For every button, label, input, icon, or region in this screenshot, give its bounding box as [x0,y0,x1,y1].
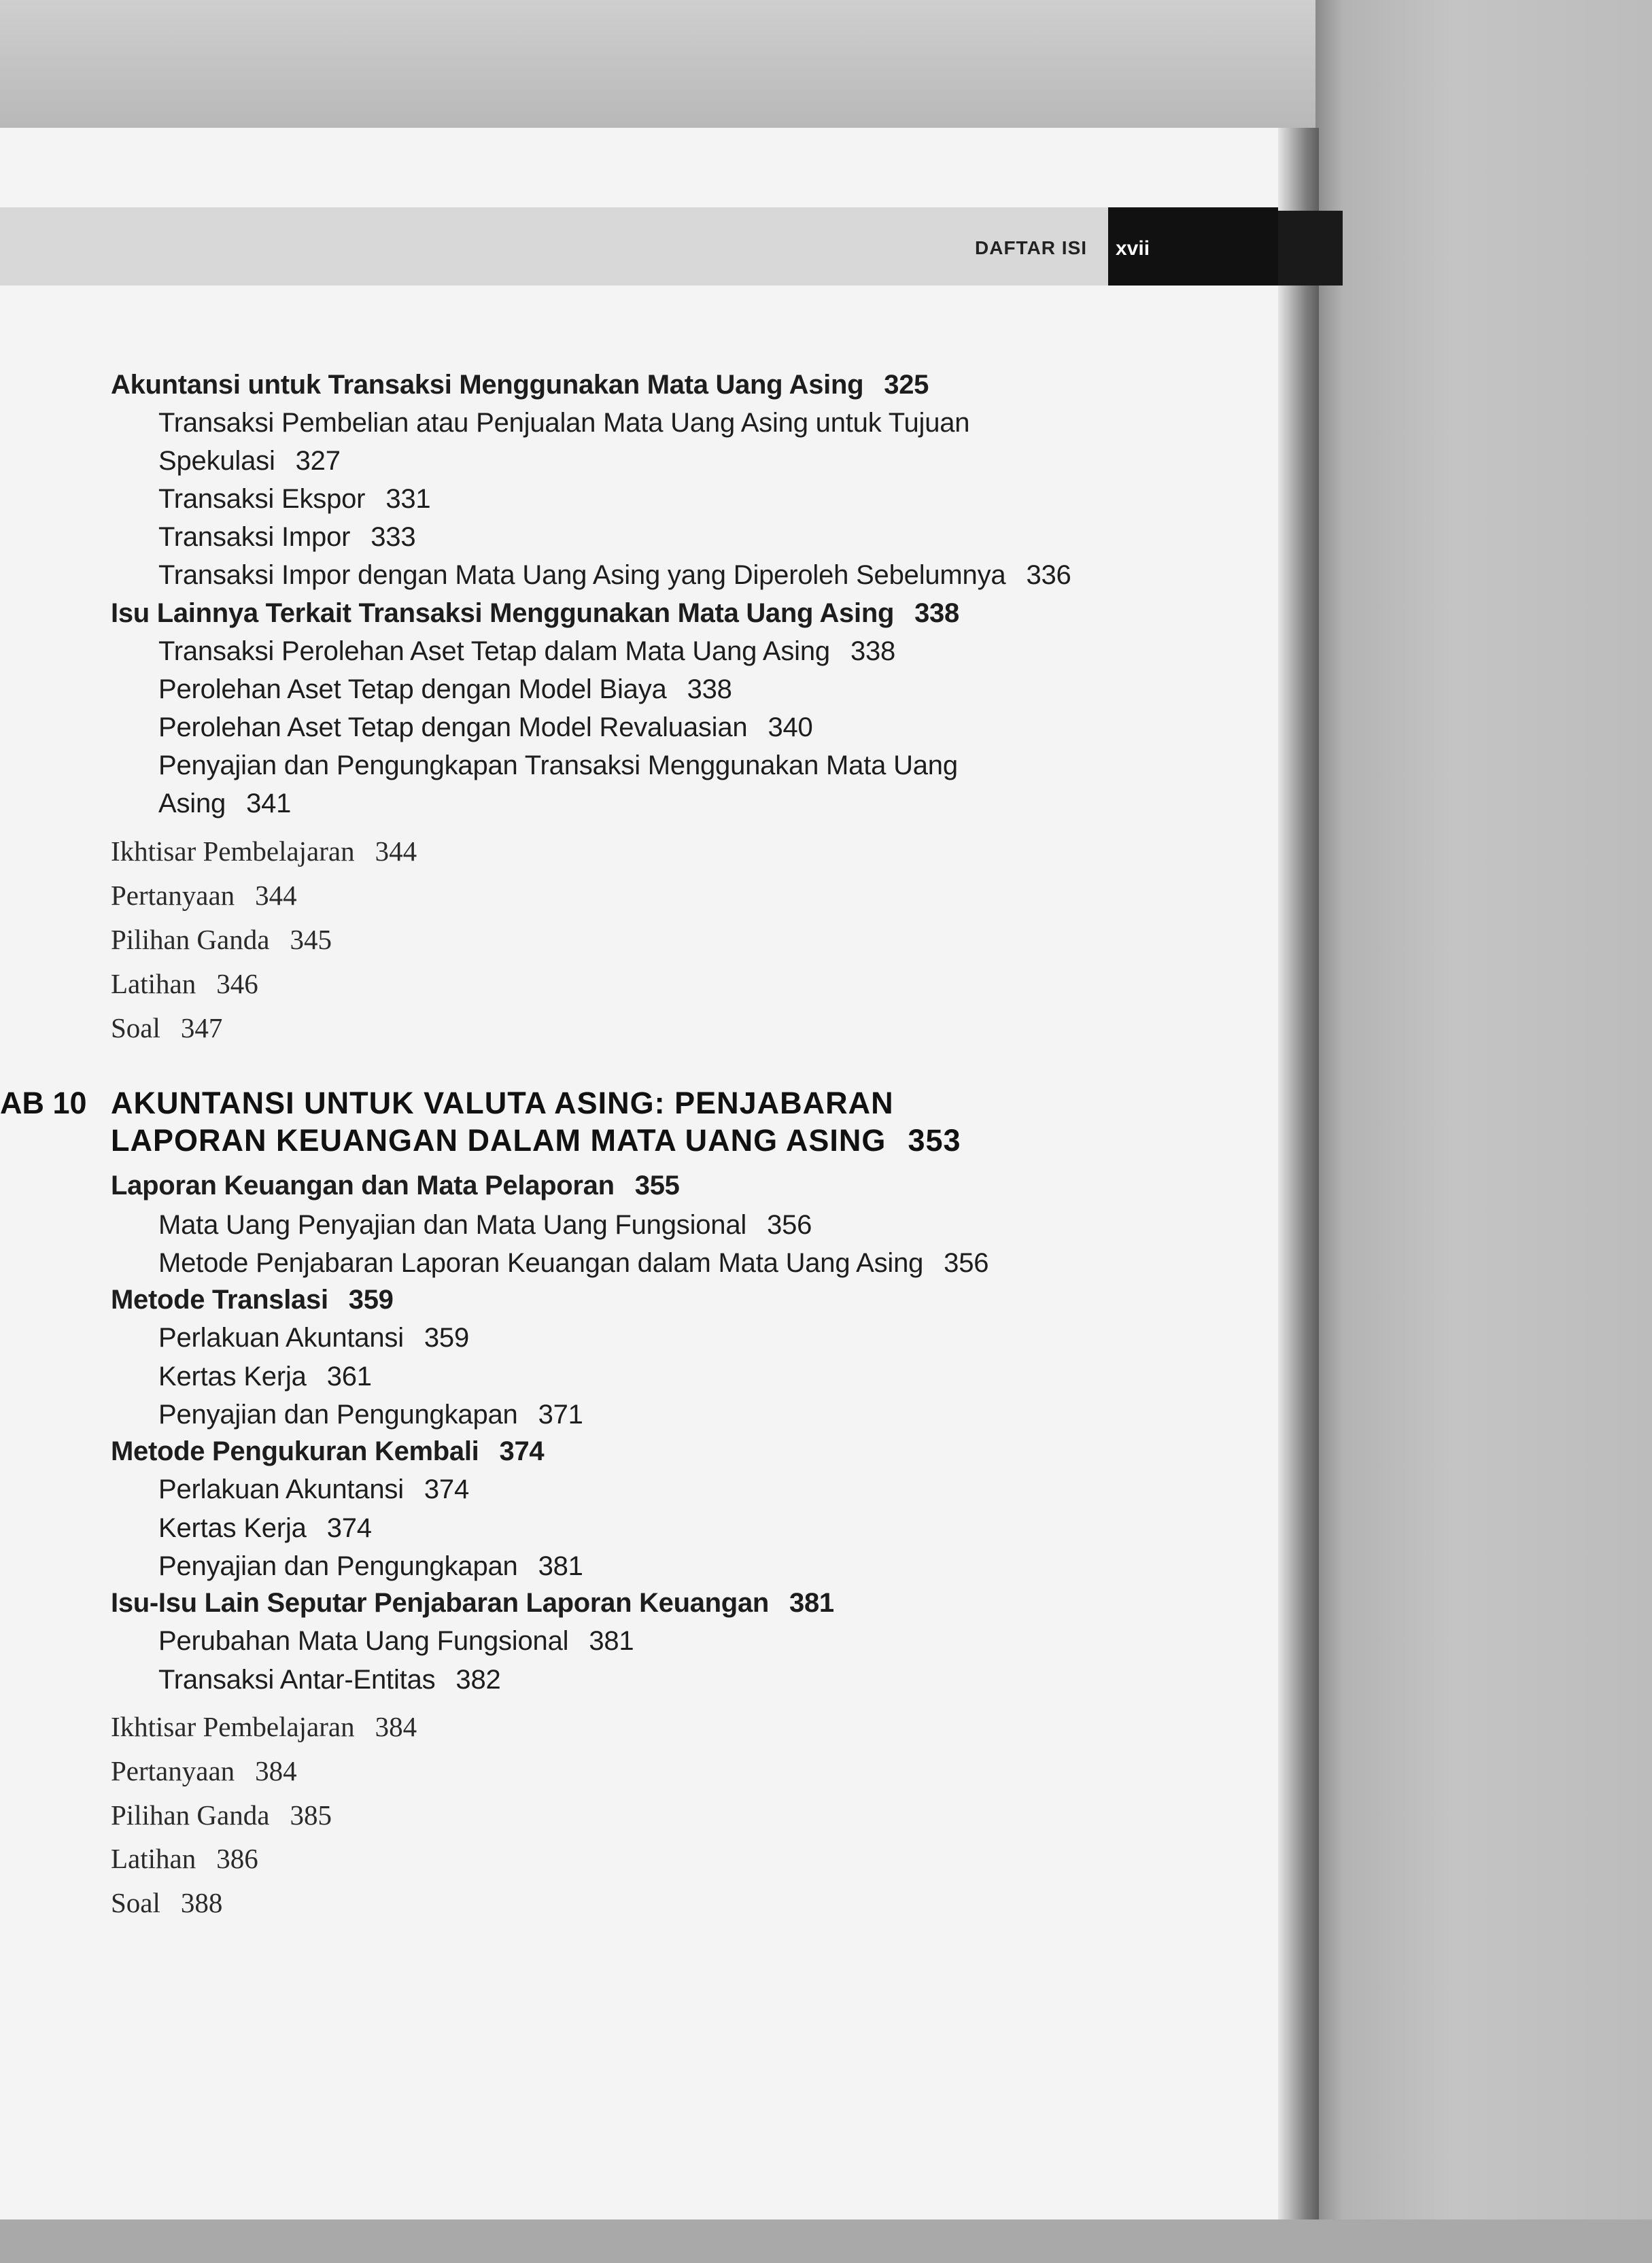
toc-entry: Latihan 346 [111,968,258,999]
toc-entry: Mata Uang Penyajian dan Mata Uang Fungsional 356 [158,1210,812,1240]
toc-entry: Kertas Kerja 361 [158,1362,372,1392]
page-binding-shadow [1278,128,1319,2219]
toc-entry: Metode Translasi 359 [111,1285,394,1315]
toc-entry: Perlakuan Akuntansi 359 [158,1323,470,1353]
thumb-tab [1278,211,1343,286]
toc-entry: Kertas Kerja 374 [158,1513,372,1543]
toc-entry: Spekulasi 327 [158,446,341,476]
toc-entry: Pilihan Ganda 385 [111,1799,332,1831]
toc-entry: Transaksi Antar-Entitas 382 [158,1665,501,1695]
toc-entry: Penyajian dan Pengungkapan Transaksi Menggunakan Mata Uang [158,750,958,780]
chapter-title-line2: LAPORAN KEUANGAN DALAM MATA UANG ASING 353 [111,1123,961,1158]
toc-entry: Laporan Keuangan dan Mata Pelaporan 355 [111,1171,680,1200]
toc-entry: Transaksi Impor 333 [158,522,416,552]
toc-entry: Transaksi Ekspor 331 [158,484,431,514]
toc-entry: Perlakuan Akuntansi 374 [158,1474,470,1504]
toc-entry: Isu-Isu Lain Seputar Penjabaran Laporan Keuangan 381 [111,1588,834,1618]
toc-entry: Transaksi Impor dengan Mata Uang Asing yang Diperoleh Sebelumnya 336 [158,560,1071,590]
toc-entry: Asing 341 [158,789,292,818]
toc-entry: Perolehan Aset Tetap dengan Model Revaluasian 340 [158,712,813,742]
chapter-number: AB 10 [0,1086,87,1120]
toc-entry: Akuntansi untuk Transaksi Menggunakan Mata Uang Asing 325 [111,370,929,400]
toc-entry: Soal 388 [111,1887,223,1918]
toc-entry: Transaksi Pembelian atau Penjualan Mata Uang Asing untuk Tujuan [158,408,970,438]
toc-entry: Latihan 386 [111,1843,258,1874]
scan-background-bottom [0,2219,1652,2263]
toc-entry: Penyajian dan Pengungkapan 371 [158,1400,583,1430]
toc-entry: Pilihan Ganda 345 [111,924,332,955]
toc-entry: Metode Pengukuran Kembali 374 [111,1436,545,1466]
running-header: DAFTAR ISI [975,237,1088,258]
scan-background-right [1315,0,1652,2263]
toc-entry: Transaksi Perolehan Aset Tetap dalam Mata Uang Asing 338 [158,636,896,666]
toc-entry: Pertanyaan 344 [111,880,297,911]
toc-entry: Pertanyaan 384 [111,1755,297,1786]
toc-entry: Soal 347 [111,1012,223,1043]
toc-entry: Perolehan Aset Tetap dengan Model Biaya 338 [158,674,732,704]
chapter-title-line1: AKUNTANSI UNTUK VALUTA ASING: PENJABARAN [111,1086,894,1120]
page-number: xvii [1108,207,1278,286]
toc-entry: Isu Lainnya Terkait Transaksi Menggunakan Mata Uang Asing 338 [111,598,959,628]
toc-entry: Metode Penjabaran Laporan Keuangan dalam Mata Uang Asing 356 [158,1248,989,1278]
toc-entry: Perubahan Mata Uang Fungsional 381 [158,1626,634,1656]
toc-entry: Penyajian dan Pengungkapan 381 [158,1551,583,1581]
toc-entry: Ikhtisar Pembelajaran 344 [111,835,417,867]
toc-entry: Ikhtisar Pembelajaran 384 [111,1711,417,1742]
